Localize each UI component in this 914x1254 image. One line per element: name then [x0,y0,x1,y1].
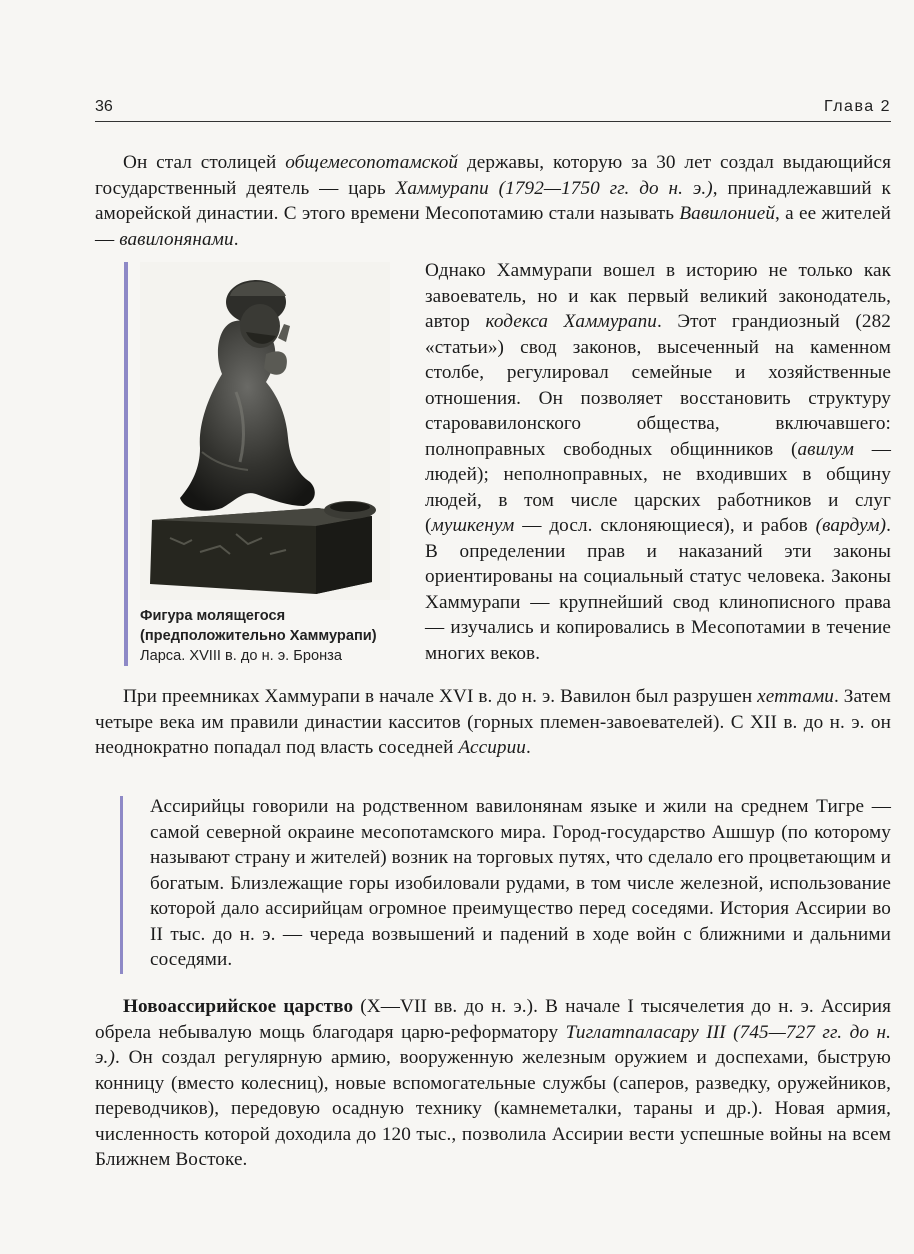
term-italic: Вавилонией [679,203,776,224]
body-text: — досл. склоняющиеся), и рабов [514,515,816,536]
successors-paragraph [95,684,891,761]
kneeling-statue-icon [140,262,390,600]
kneeling-statue-figure [140,262,390,600]
ruler-name-italic: Тиглатпаласару III (745—727 гг. до н. э.) [95,1021,891,1068]
page-header [95,98,891,120]
body-text: (X—VII вв. до н. э.). В начале I тысячелетия до н. э. Ассирия обрела небывалую мощь благодаря царю-реформатору [95,996,891,1043]
body-text: . В определении прав и наказаний эти законы ориентированы на социальный статус человека. Законы Хаммурапи — крупнейший свод клинописного права — изучались и копировались в Месопотамии в течение многих веков. [425,515,891,664]
intro-text: . [233,228,239,250]
term-italic: кодекса Хаммурапи [485,311,657,332]
intro-text: , принадлежавший к аморейской династии. С этого времени Месопотамию стали называть [95,177,891,224]
term-italic: мушкенум [431,515,515,536]
intro-text: державы, которую за 30 лет создал выдающийся государственный деятель — царь [95,152,892,199]
body-text: При преемниках Хаммурапи в начале XVI в. до н. э. Вавилон был разрушен [123,686,758,707]
intro-text: , а ее жителей — [95,203,891,250]
term-italic: вавилонянами [119,228,234,250]
caption-details: Ларса. XVIII в. до н. э. Бронза [140,648,342,664]
hammurabi-code-paragraph [425,258,891,666]
neo-assyrian-paragraph [95,994,891,1173]
intro-text: Он стал столицей [123,152,286,173]
term-italic: авилум [797,438,854,460]
intro-paragraph [95,150,891,252]
body-text: . Он создал регулярную армию, вооруженную железным оружием и доспехами, быструю конницу (вместо колесниц), новые вспомогательные службы (саперов, разведку, оружейников, переводчиков), передовую осадную технику (камнеметалки, тараны и др.). Новая армия, численность которой доходила до 120 тыс., позволила Ассирии вести успешные войны на всем Ближнем Востоке. [95,1047,891,1170]
figure-accent-bar [124,262,128,666]
body-text: . [525,737,531,758]
figure-caption [140,606,402,666]
term-italic: Ассирии [458,737,526,758]
note-accent-bar [120,796,123,974]
caption-title: Фигура молящегося (предположительно Хаммурапи) [140,608,377,644]
term-italic: общемесопотамской [285,152,459,173]
note-text: Ассирийцы говорили на родственном вавилонянам языке и жили на среднем Тигре — самой северной окраине месопотамского мира. Город-государство Ашшур (по которому называют страну и жителей) возник на торговых путях, что сделало его процветающим и богатым. Близлежащие горы изобиловали рудами, в том числе железной, использование которой дало ассирийцам огромное преимущество перед соседями. История Ассирии во II тыс. до н. э. — череда возвышений и падений в ходе войн с ближними и дальними соседями. [150,796,891,970]
assyria-note [150,794,891,973]
chapter-title: Глава 2 [823,98,891,115]
body-text: — людей); неполноправных, не входивших в общину людей, в том числе царских работников и слуг ( [425,438,891,536]
body-text: . Этот грандиозный (282 «статьи») свод законов, высеченный на каменном столбе, регулировал семейные и хозяйственные отношения. Он позволяет восстановить структуру старовавилонского общества, включавшего: полноправных свободных общинников ( [425,311,891,460]
term-italic: хеттами [757,686,834,707]
header-rule [95,121,891,122]
body-text: Однако Хаммурапи вошел в историю не только как завоеватель, но и как первый великий законодатель, автор [425,260,891,332]
term-italic: (вардум) [815,515,887,536]
page-number: 36 [95,98,113,115]
section-heading-bold: Новоассирийское царство [123,996,354,1017]
ruler-name-italic: Хаммурапи (1792—1750 гг. до н. э.) [395,177,713,199]
body-text: . Затем четыре века им правили династии касситов (горных племен-завоевателей). С XII в. до н. э. он неоднократно попадал под власть соседней [95,686,891,758]
